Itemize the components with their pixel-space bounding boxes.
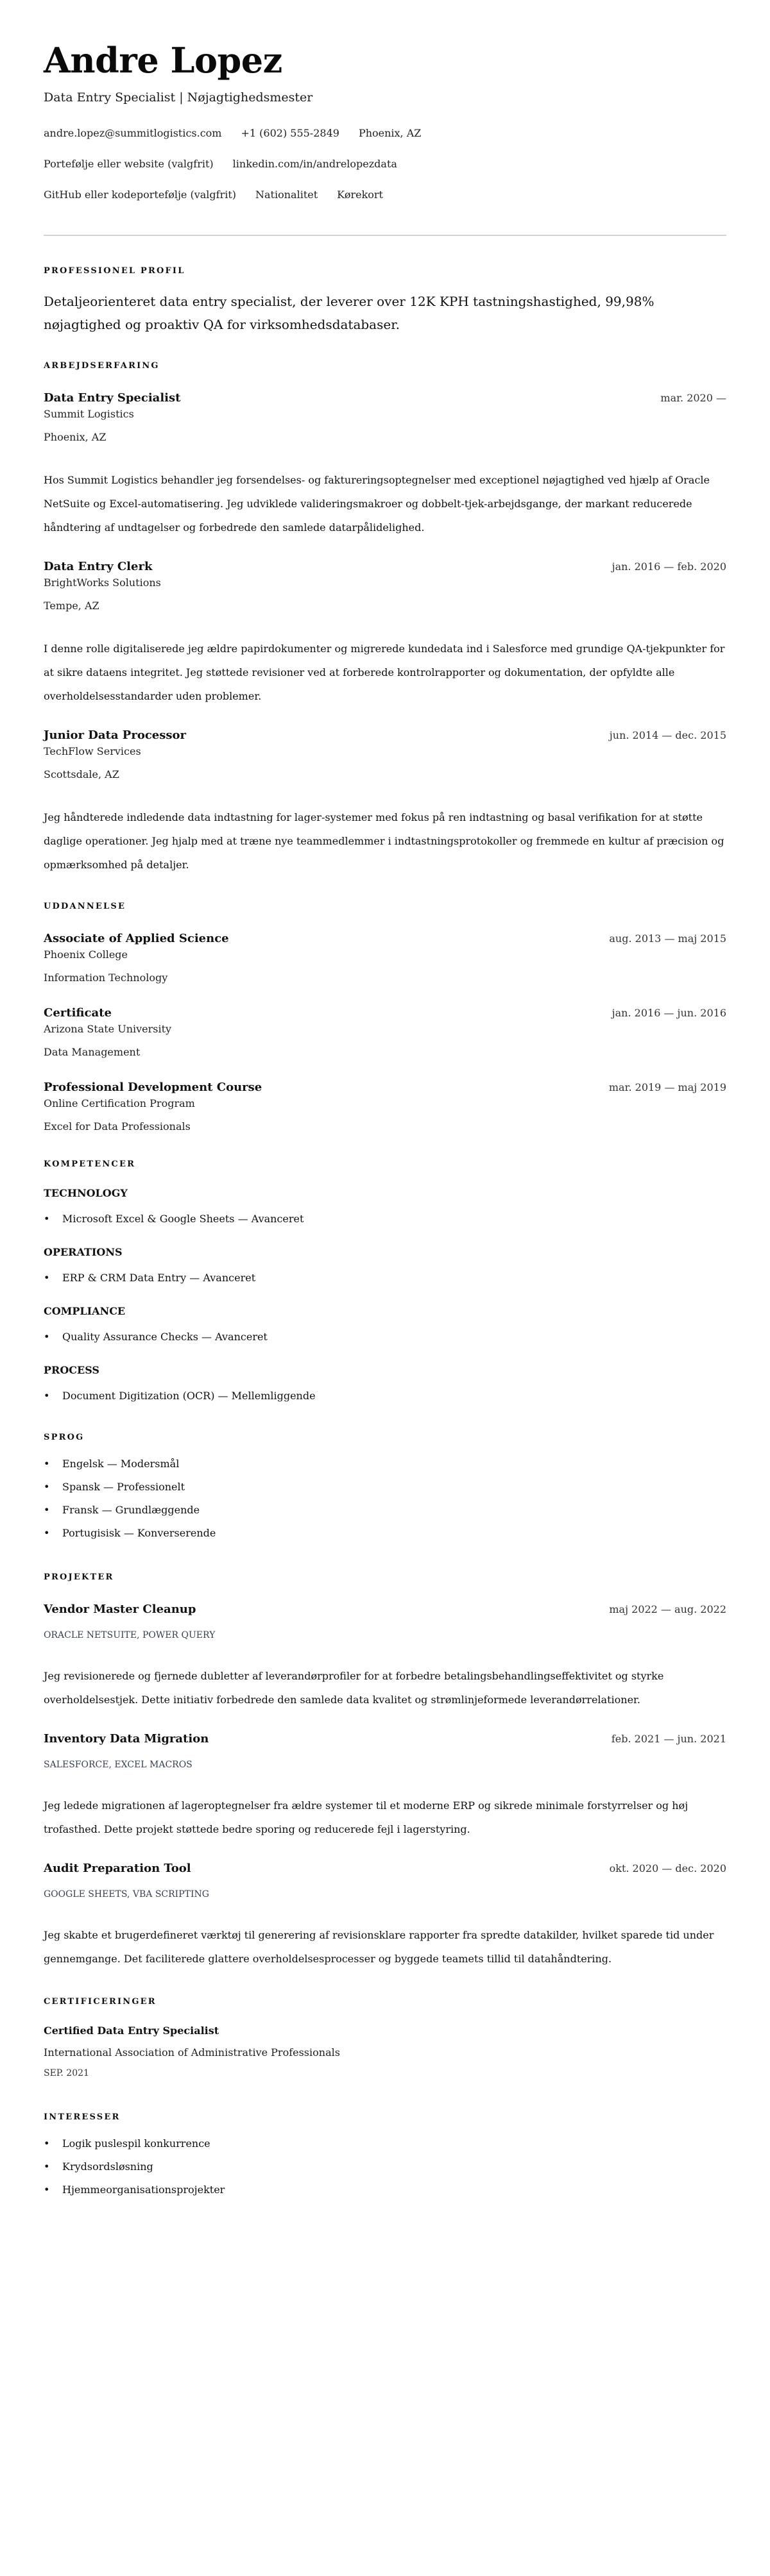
education-institution: Arizona State University: [44, 1023, 172, 1035]
project-date: maj 2022 — aug. 2022: [609, 1603, 726, 1615]
contact-row-primary: [44, 126, 726, 141]
contact-nationality: Nationalitet: [255, 189, 318, 201]
degree-title: Certificate: [44, 1006, 112, 1020]
section-heading: ARBEJDSERFARING: [44, 361, 160, 371]
job-date: mar. 2020 —: [660, 392, 726, 404]
job-description: Hos Summit Logistics behandler jeg forsendelses- og faktureringsoptegnelser med exceptionel nøjagtighed ved hjælp af Oracle NetSuite og Excel-automatisering. Jeg udviklede valideringsmakroer og dobbelt-tjek-arbejdsgange, der markant reducerede håndtering af undtagelser og forbedrede den samlede datarpålidelighed.: [44, 474, 710, 534]
education-entry: [44, 1005, 726, 1060]
experience-entry: [44, 559, 726, 708]
skill-item: • Quality Assurance Checks — Avanceret: [44, 1326, 726, 1349]
education-entry: [44, 930, 726, 986]
project-description: Jeg revisionerede og fjernede dubletter af leverandørprofiler for at forbedre betalingsbehandlingseffektivitet og styrke overholdelsestjek. Dette initiativ forbedrede den samlede data kvalitet og strømlinjeformede leverandørrelationer.: [44, 1670, 664, 1706]
contact-linkedin[interactable]: linkedin.com/in/andrelopezdata: [232, 158, 397, 170]
education-date: mar. 2019 — maj 2019: [608, 1081, 726, 1093]
project-title: Vendor Master Cleanup: [44, 1603, 196, 1616]
certifications-section: [44, 1996, 726, 2080]
section-heading: CERTIFICERINGER: [44, 1997, 157, 2007]
education-field: Excel for Data Professionals: [44, 1120, 191, 1132]
skill-group-title: TECHNOLOGY: [44, 1187, 128, 1199]
contact-portfolio[interactable]: Portefølje eller website (valgfrit): [44, 158, 214, 170]
education-field: Data Management: [44, 1046, 141, 1058]
skill-list: [44, 1326, 726, 1349]
skill-item: • ERP & CRM Data Entry — Avanceret: [44, 1267, 726, 1290]
profile-section: [44, 265, 726, 336]
skill-group: [44, 1245, 726, 1290]
section-heading: UDDANNELSE: [44, 902, 126, 911]
job-company: Summit Logistics: [44, 408, 134, 420]
language-item: • Fransk — Grundlæggende: [44, 1499, 726, 1522]
project-description: Jeg ledede migrationen af lageroptegnelser fra ældre systemer til et moderne ERP og sikrede minimale forstyrrelser og høj trofasthed. Dette projekt støttede bedre sporing og reducerede fejl i lagerstyring.: [44, 1799, 689, 1835]
project-tech: GOOGLE SHEETS, VBA SCRIPTING: [44, 1889, 209, 1899]
contact-row-extra: [44, 187, 726, 203]
job-company: TechFlow Services: [44, 745, 141, 757]
resume-header: [44, 40, 726, 203]
section-heading: INTERESSER: [44, 2112, 121, 2122]
job-title: Data Entry Specialist: [44, 391, 181, 405]
language-list: [44, 1452, 726, 1545]
job-title: Junior Data Processor: [44, 728, 186, 742]
education-institution: Phoenix College: [44, 948, 128, 961]
skill-item: • Microsoft Excel & Google Sheets — Avanceret: [44, 1208, 726, 1231]
contact-location: Phoenix, AZ: [358, 127, 422, 139]
job-date: jun. 2014 — dec. 2015: [609, 729, 726, 741]
language-item: • Engelsk — Modersmål: [44, 1452, 726, 1476]
experience-entry: [44, 390, 726, 539]
project-entry: [44, 1731, 726, 1841]
skill-group-title: COMPLIANCE: [44, 1305, 126, 1317]
certification-date: SEP. 2021: [44, 2068, 89, 2078]
job-location: Scottsdale, AZ: [44, 768, 119, 780]
language-item: • Portugisisk — Konverserende: [44, 1522, 726, 1545]
education-date: jan. 2016 — jun. 2016: [612, 1007, 726, 1019]
skill-list: [44, 1208, 726, 1231]
certification-title: Certified Data Entry Specialist: [44, 2025, 219, 2037]
certification-issuer: International Association of Administrative Professionals: [44, 2046, 340, 2058]
header-divider: [44, 235, 726, 236]
profile-summary: Detaljeorienteret data entry specialist, der leverer over 12K KPH tastningshastighed, 99,98% nøjagtighed og proaktiv QA for virksomhedsdatabaser.: [44, 294, 654, 332]
project-date: okt. 2020 — dec. 2020: [609, 1862, 726, 1874]
job-description: Jeg håndterede indledende data indtastning for lager-systemer med fokus på ren indtastning og basal verifikation for at støtte daglige operationer. Jeg hjalp med at træne nye teammedlemmer i indtastningsprotokoller og fremmede en kultur af præcision og opmærksomhed på detaljer.: [44, 811, 724, 871]
section-heading: PROJEKTER: [44, 1572, 114, 1582]
section-heading: PROFESSIONEL PROFIL: [44, 266, 185, 276]
project-tech: ORACLE NETSUITE, POWER QUERY: [44, 1630, 216, 1640]
languages-section: [44, 1432, 726, 1545]
skill-group-title: PROCESS: [44, 1364, 99, 1376]
project-entry: [44, 1601, 726, 1712]
skill-item: • Document Digitization (OCR) — Mellemliggende: [44, 1385, 726, 1408]
degree-title: Associate of Applied Science: [44, 932, 229, 945]
skills-section: [44, 1159, 726, 1408]
education-date: aug. 2013 — maj 2015: [609, 932, 726, 945]
education-entry: [44, 1079, 726, 1134]
candidate-subtitle: Data Entry Specialist | Nøjagtighedsmester: [44, 90, 313, 105]
experience-section: [44, 360, 726, 877]
skill-group: [44, 1304, 726, 1349]
candidate-name: Andre Lopez: [44, 40, 282, 81]
certification-entry: [44, 2023, 726, 2080]
skill-group: [44, 1186, 726, 1231]
interest-item: • Logik puslespil konkurrence: [44, 2132, 726, 2155]
skill-list: [44, 1267, 726, 1290]
project-title: Inventory Data Migration: [44, 1732, 209, 1746]
degree-title: Professional Development Course: [44, 1081, 262, 1094]
education-section: [44, 901, 726, 1134]
project-tech: SALESFORCE, EXCEL MACROS: [44, 1760, 193, 1770]
contact-github[interactable]: GitHub eller kodeportefølje (valgfrit): [44, 189, 237, 201]
job-location: Phoenix, AZ: [44, 431, 107, 443]
job-title: Data Entry Clerk: [44, 560, 153, 573]
interest-item: • Hjemmeorganisationsprojekter: [44, 2178, 726, 2201]
interest-list: [44, 2132, 726, 2201]
skill-group-title: OPERATIONS: [44, 1246, 123, 1258]
education-field: Information Technology: [44, 972, 168, 984]
interest-item: • Krydsordsløsning: [44, 2155, 726, 2178]
job-description: I denne rolle digitaliserede jeg ældre papirdokumenter og migrerede kundedata ind i Salesforce med grundige QA-tjekpunkter for at sikre dataens integritet. Jeg støttede revisioner ved at forberede kontrolrapporter og dokumentation, der opfyldte alle overholdelsesstandarder uden problemer.: [44, 643, 725, 702]
section-heading: SPROG: [44, 1433, 85, 1442]
project-entry: [44, 1860, 726, 1971]
contact-row-links: [44, 156, 726, 172]
project-title: Audit Preparation Tool: [44, 1862, 191, 1875]
projects-section: [44, 1572, 726, 1971]
section-heading: KOMPETENCER: [44, 1159, 136, 1169]
job-company: BrightWorks Solutions: [44, 577, 161, 589]
job-location: Tempe, AZ: [44, 600, 99, 612]
experience-entry: [44, 727, 726, 877]
skill-list: [44, 1385, 726, 1408]
contact-drivers-license: Kørekort: [337, 189, 383, 201]
contact-phone[interactable]: +1 (602) 555-2849: [241, 127, 339, 139]
skill-group: [44, 1363, 726, 1408]
job-date: jan. 2016 — feb. 2020: [612, 560, 726, 573]
language-item: • Spansk — Professionelt: [44, 1476, 726, 1499]
education-institution: Online Certification Program: [44, 1097, 195, 1109]
project-description: Jeg skabte et brugerdefineret værktøj til generering af revisionsklare rapporter fra spredte datakilder, hvilket sparede tid under gennemgange. Det faciliterede glattere overholdelsesprocesser og byggede teamets tillid til datahåndtering.: [44, 1929, 714, 1965]
project-date: feb. 2021 — jun. 2021: [611, 1733, 726, 1745]
interests-section: [44, 2112, 726, 2201]
contact-email[interactable]: andre.lopez@summitlogistics.com: [44, 127, 222, 139]
